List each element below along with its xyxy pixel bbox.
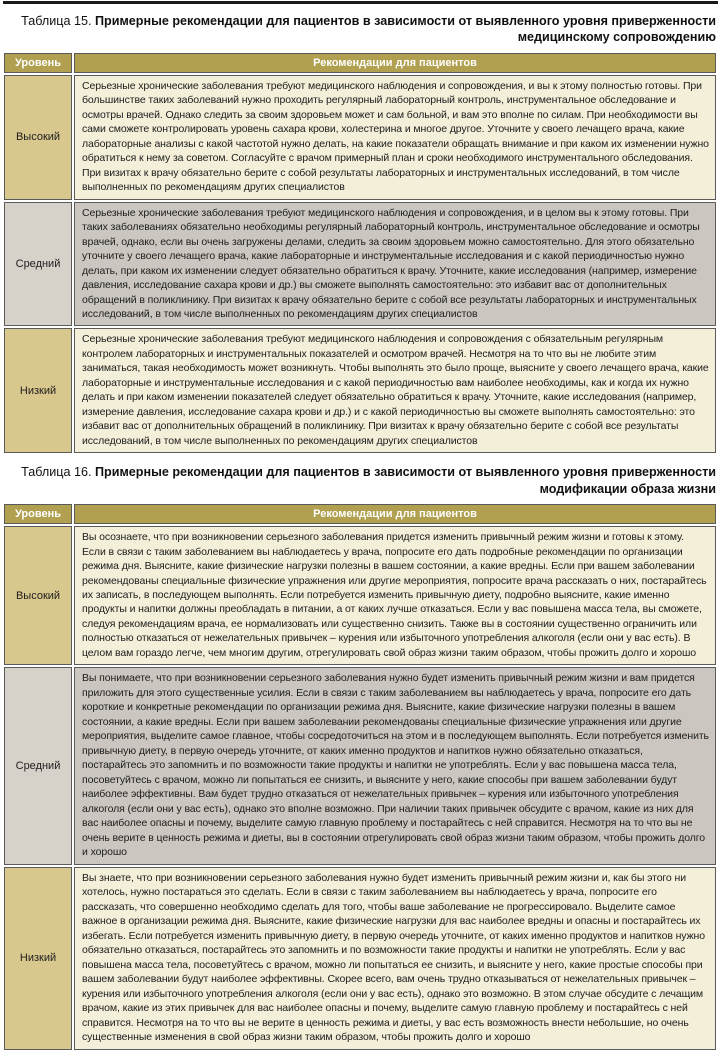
level-cell-high: Высокий <box>4 526 72 665</box>
recommendation-cell: Серьезные хронические заболевания требуют медицинского наблюдения и сопровождения с обязательным регулярным контролем лабораторных и инструментальных показателей и осмотром врачей. Несмотря на то что вы не любите этим заниматься, такая необходимость может возникнуть. Чтобы выполнять это было проще, выясните у своего лечащего врача, какие лабораторные и инструментальные исследования и с какой периодичностью вам наиболее необходимы, как и когда их нужно делать и при каком изменении показателей следует обязательно обратиться к врачу. Уточните, какие исследования (например, измерение давления, исследование сахара крови и др.) и с какой периодичностью вы сможете выполнять самостоятельно: это избавит вас от дополнительных обращений в поликлинику. При визитах к врачу обязательно берите с собой все результаты исследований, в том числе выполненных по рекомендациям других специалистов <box>74 328 716 453</box>
table-15-caption <box>4 13 716 46</box>
table-row <box>4 202 716 327</box>
table-15-header-row <box>4 53 716 73</box>
table-15-number: Таблица 15. <box>21 14 92 28</box>
table-15-column-header-level: Уровень <box>4 53 72 73</box>
table-15 <box>2 51 718 456</box>
table-16-column-header-level: Уровень <box>4 504 72 524</box>
level-cell-low: Низкий <box>4 867 72 1050</box>
level-cell-high: Высокий <box>4 75 72 200</box>
level-cell-medium: Средний <box>4 202 72 327</box>
table-16 <box>2 502 718 1051</box>
table-16-number: Таблица 16. <box>21 465 92 480</box>
recommendation-cell: Вы знаете, что при возникновении серьезного заболевания нужно будет изменить привычный режим жизни и, как бы этого ни хотелось, нужно постараться это сделать. Если в связи с таким заболеванием вы наблюдаетесь у врача, попросите его рассказать, что совершенно необходимо сделать для того, чтобы ваше заболевание не прогрессировало. Выделите самое важное в организации режима дня. Выясните, какие физические нагрузки для вас наиболее вредны и опасны и постарайтесь их избегать. Если потребуется изменить привычную диету, в первую очередь уточните, от каких именно продуктов и напитков нужно обязательно отказаться, постарайтесь это запомнить и по возможности такие продукты и напитки не употреблять. Если у вас повышена масса тела, посоветуйтесь с врачом, можно ли попытаться ее снизить, и выясните у него, какие простые способы при вашем заболевании будут наиболее эффективны. Скорее всего, вам очень трудно отказываться от нежелательных привычек – курения или избыточного употребления алкоголя (если они у вас есть), однако это возможно. В этом случае обсудите с лечащим врачом, какие из этих привычек для вас наиболее опасны и почему, выделите самую главную проблему и постарайтесь с ней справится. Несмотря на то что вы не верите в ценность режима и диеты, у вас есть возможность внести небольшие, но очень существенные изменения в свой образ жизни таким образом, чтобы прожить долго и хорошо <box>74 867 716 1050</box>
table-16-column-header-recommendations: Рекомендации для пациентов <box>74 504 716 524</box>
table-16-header-row <box>4 504 716 524</box>
recommendation-cell: Вы осознаете, что при возникновении серьезного заболевания придется изменить привычный режим жизни и готовы к этому. Если в связи с таким заболеванием вы наблюдаетесь у врача, попросите его дать подробные рекомендации по организации режима дня. Выясните, какие физические нагрузки полезны в вашем состоянии, а какие вредны. Если при вашем заболевании рекомендованы специальные физические упражнения или другие мероприятия, попросите врача рассказать о них, постарайтесь их записать, в последующем выполнять. Если потребуется изменить привычную диету, подробно выясните, какие именно продукты и напитки должны преобладать в питании, а от каких лучше отказаться. Если у вас повышена масса тела, вы сможете, следуя рекомендациям врача, ее нормализовать или существенно снизить. Также вы в состоянии существенно ограничить или полностью отказаться от нежелательных привычек – курения или избыточного употребления алкоголя (если они у вас есть). В целом вам гораздо легче, чем многим другим, отрегулировать свой образ жизни таким образом, чтобы прожить долго и хорошо <box>74 526 716 665</box>
recommendation-cell: Серьезные хронические заболевания требуют медицинского наблюдения и сопровождения, и вы к этому полностью готовы. При большинстве таких заболеваний нужно проходить регулярный лабораторный контроль, инструментальное обследование и осмотры врачей. Однако следить за своим здоровьем может и сам больной, и вам это вполне по силам. При необходимости вы сами сможете контролировать уровень сахара крови, холестерина и многое другое. Уточните у своего лечащего врача, какие лабораторные анализы с какой частотой нужно делать, на какие показатели обращать внимание и при каком их изменении нужно обратиться к нему за советом. Согласуйте с врачом примерный план и сроки необходимого инструментального обследования. При визитах к врачу обязательно берите с собой результаты лабораторных и инструментальных исследований, в том числе выполненных по рекомендациям других специалистов <box>74 75 716 200</box>
table-15-title: Примерные рекомендации для пациентов в зависимости от выявленного уровня приверженности медицинскому сопровождению <box>95 14 716 45</box>
level-cell-medium: Средний <box>4 667 72 864</box>
table-row <box>4 667 716 864</box>
recommendation-cell: Серьезные хронические заболевания требуют медицинского наблюдения и сопровождения, и в целом вы к этому готовы. При таких заболеваниях обязательно необходимы регулярный лабораторный контроль, инструментальное обследование и осмотры врачей, однако, если вы очень загружены делами, следить за своим здоровьем можно самостоятельно. Для этого обязательно уточните у своего лечащего врача, какие лабораторные и инструментальные исследования и с какой периодичностью нужно делать, при каком их изменении следует обязательно обратиться к врачу. Уточните, какие исследования (например, измерение давления, исследование сахара крови и др.) вы сможете выполнять самостоятельно: это избавит вас от дополнительных обращений в поликлинику. При визитах к врачу обязательно берите с собой все результаты лабораторных и инструментальных исследований, в том числе выполненных по рекомендациям других специалистов <box>74 202 716 327</box>
table-row <box>4 526 716 665</box>
table-16-caption <box>4 464 716 497</box>
table-row <box>4 328 716 453</box>
level-cell-low: Низкий <box>4 328 72 453</box>
table-16-title: Примерные рекомендации для пациентов в зависимости от выявленного уровня приверженности модификации образа жизни <box>95 465 716 496</box>
page-top-rule <box>3 1 718 4</box>
table-row <box>4 75 716 200</box>
table-row <box>4 867 716 1050</box>
table-15-column-header-recommendations: Рекомендации для пациентов <box>74 53 716 73</box>
recommendation-cell: Вы понимаете, что при возникновении серьезного заболевания нужно будет изменить привычный режим жизни и вам придется приложить для этого существенные усилия. Если в связи с таким заболеванием вы наблюдаетесь у врача, попросите его дать короткие и конкретные рекомендации по организации режима дня. Выясните, какие физические нагрузки полезны в вашем состоянии, а какие вредны. Если при вашем заболевании рекомендованы специальные физические упражнения или другие мероприятия, выделите самое главное, чтобы сосредоточиться на этом и в последующем выполнять. Если потребуется изменить привычную диету, в первую очередь уточните, от каких именно продуктов и напитков нужно обязательно отказаться, постарайтесь это запомнить и по возможности такие продукты и напитки не употреблять. Если у вас повышена масса тела, посоветуйтесь с врачом, можно ли попытаться ее снизить, и выясните у него, какие способы при вашем заболевании будут наиболее эффективны. Вам будет трудно отказаться от нежелательных привычек – курения или избыточного употребления алкоголя (если они у вас есть), однако это вполне возможно. При наличии таких привычек обсудите с врачом, какие из них для вас наиболее опасны и почему, выделите самую главную проблему и постарайтесь с ней справится. Несмотря на то что вы не очень верите в ценность режима и диеты, вы в состоянии отрегулировать свой образ жизни таким образом, чтобы прожить долго и хорошо <box>74 667 716 864</box>
